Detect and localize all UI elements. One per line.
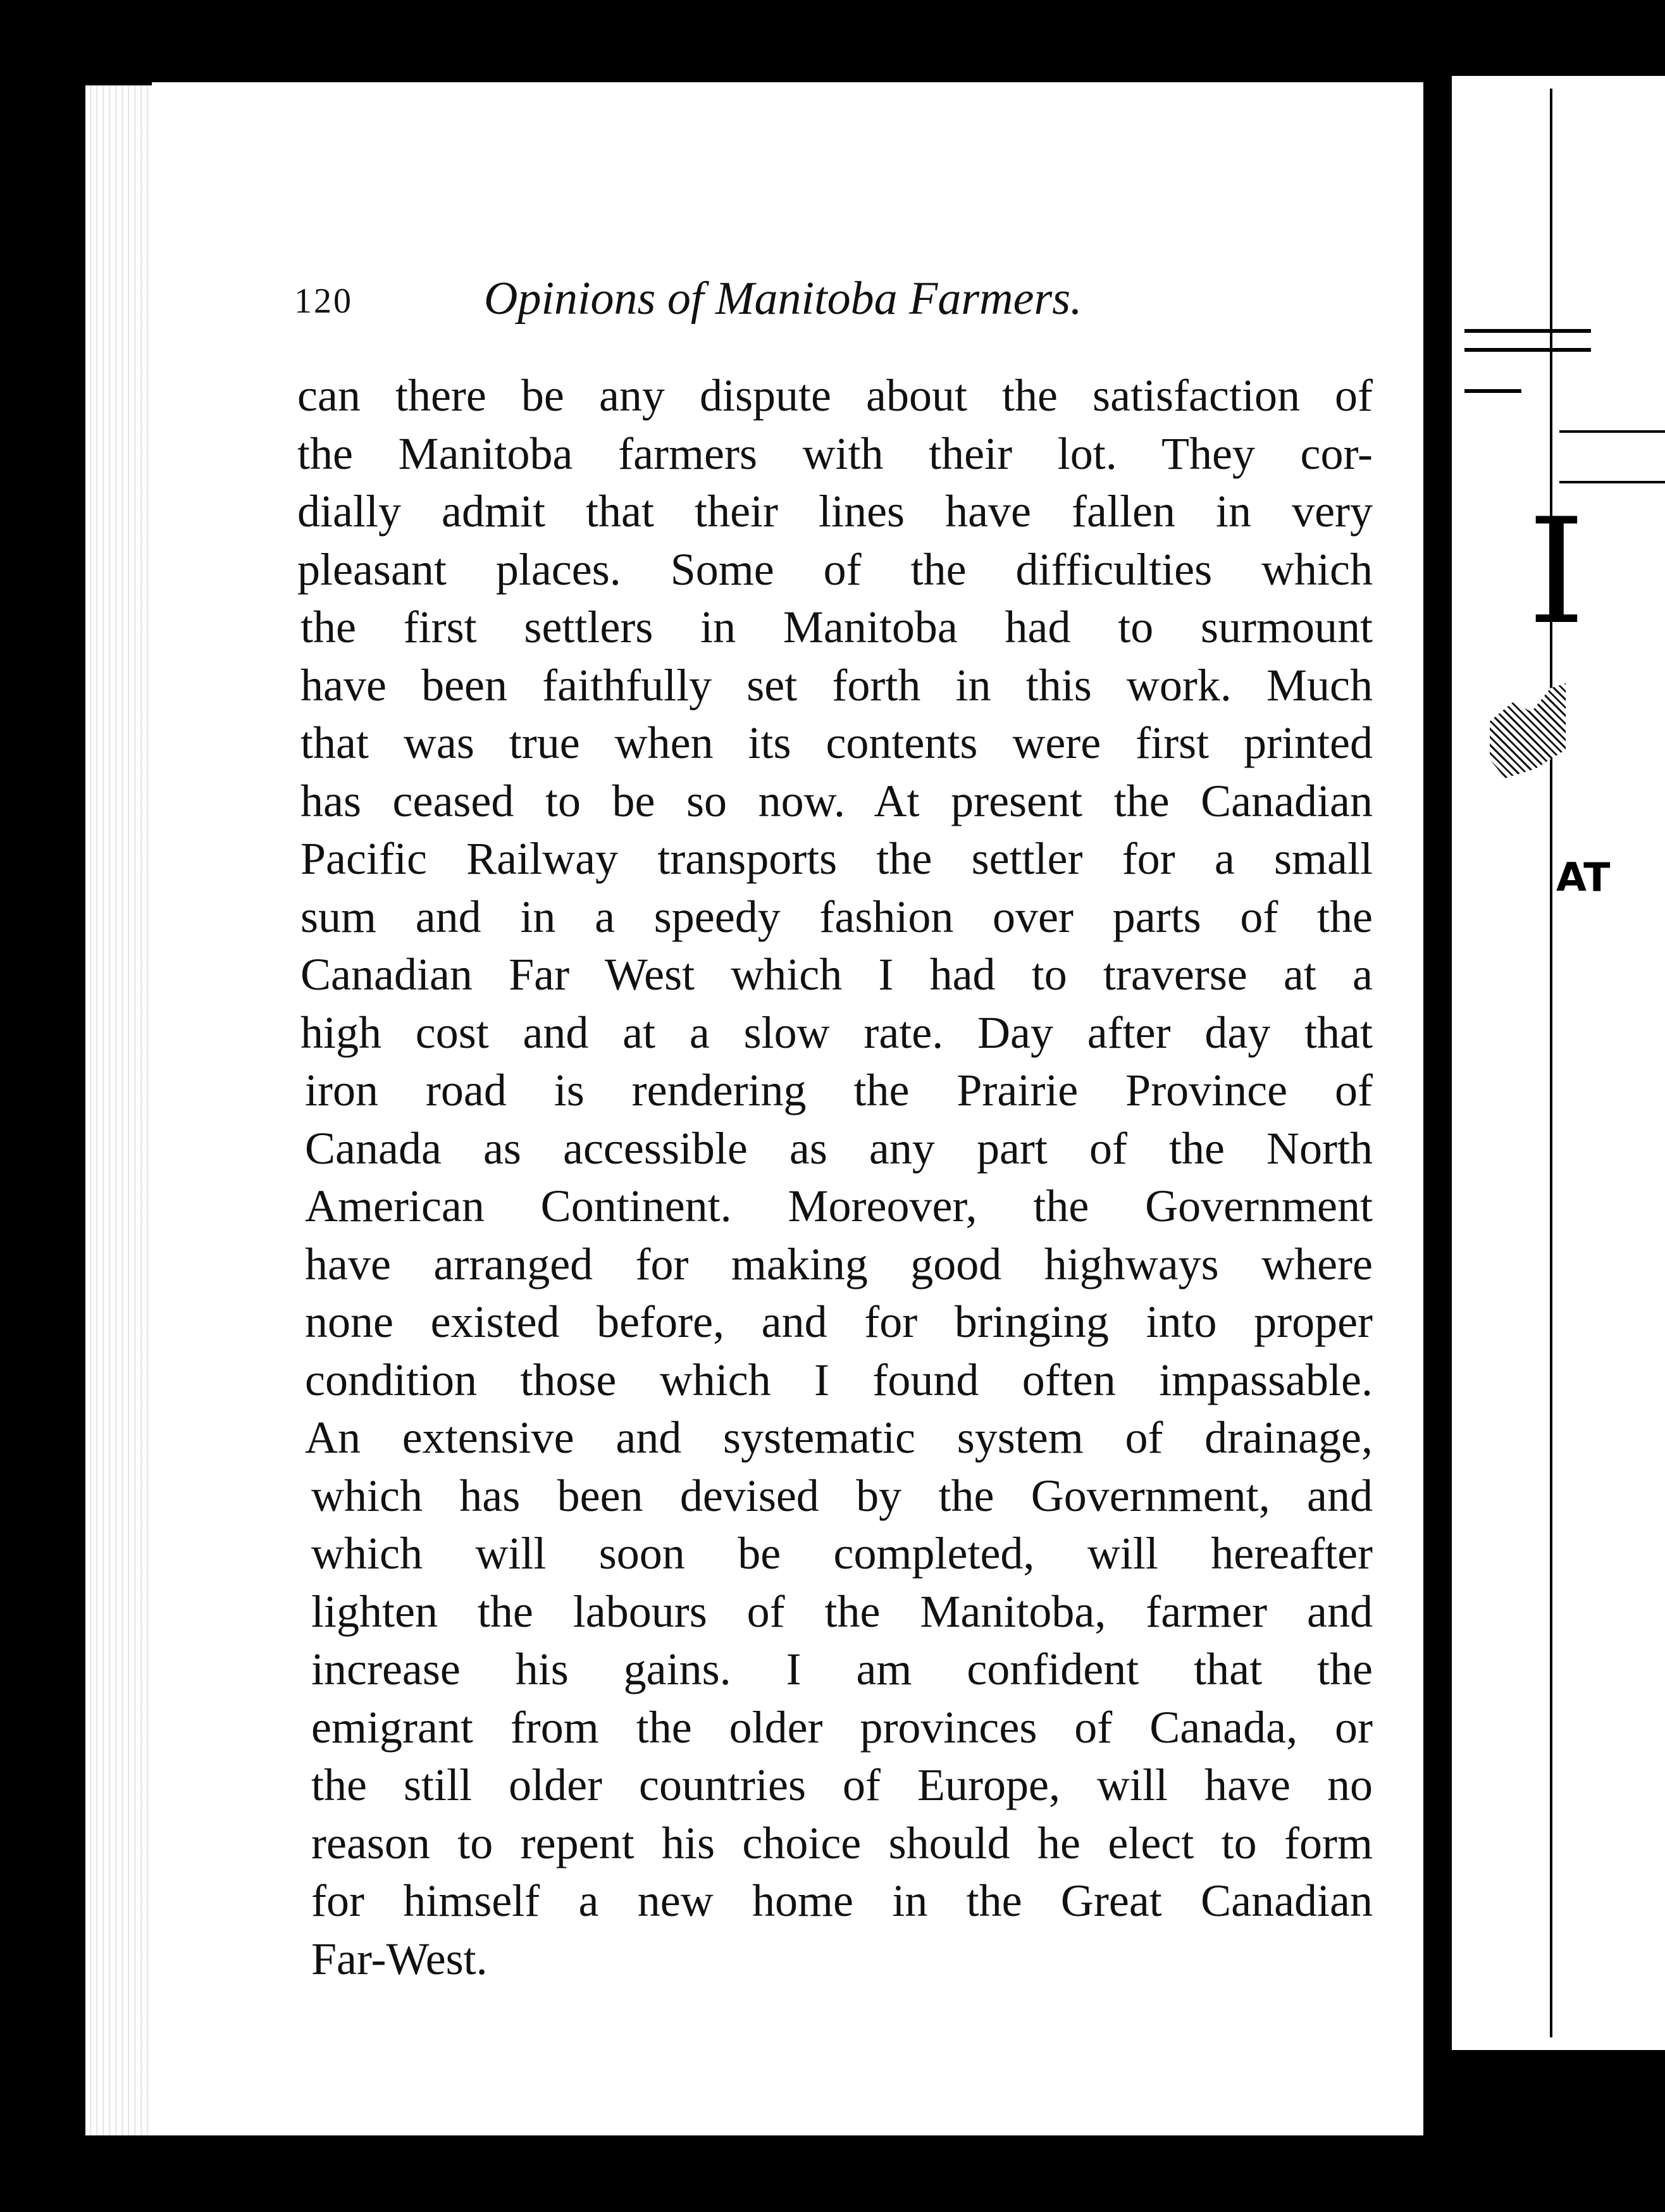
rule-line bbox=[1559, 481, 1665, 483]
text-line: which will soon be completed, will hereafter bbox=[311, 1528, 1373, 1579]
text-line: dially admit that their lines have fallen in very bbox=[297, 486, 1373, 537]
spine-mark: JOC bbox=[14, 962, 95, 1117]
page-header bbox=[294, 272, 1167, 329]
text-line: for himself a new home in the Great Canadian bbox=[311, 1875, 1373, 1926]
running-title: Opinions of Manitoba Farmers. bbox=[484, 273, 1082, 325]
rule-line bbox=[1559, 430, 1665, 433]
text-line: sum and in a speedy fashion over parts of the bbox=[300, 891, 1373, 942]
text-line: none existed before, and for bringing into proper bbox=[305, 1296, 1373, 1347]
text-line: reason to repent his choice should he elect to form bbox=[311, 1817, 1373, 1868]
text-line: have been faithfully set forth in this work. Much bbox=[300, 659, 1373, 711]
text-line: Canadian Far West which I had to traverse at a bbox=[300, 949, 1373, 1000]
text-line: has ceased to be so now. At present the Canadian bbox=[300, 775, 1373, 826]
text-line: An extensive and systematic system of drainage, bbox=[305, 1412, 1373, 1463]
page-number: 120 bbox=[294, 282, 353, 321]
text-line: can there be any dispute about the satisfaction of bbox=[297, 370, 1373, 421]
text-line: pleasant places. Some of the difficulties which bbox=[297, 544, 1373, 595]
text-line: have arranged for making good highways where bbox=[305, 1238, 1373, 1289]
text-line: condition those which I found often impassable. bbox=[305, 1354, 1373, 1405]
small-letter-fragment: AT bbox=[1556, 854, 1611, 900]
text-line: the Manitoba farmers with their lot. They cor- bbox=[297, 428, 1373, 479]
text-line: high cost and at a slow rate. Day after day that bbox=[300, 1007, 1373, 1058]
adjacent-page-fragment bbox=[1452, 76, 1665, 2050]
text-line: the still older countries of Europe, will have no bbox=[311, 1760, 1373, 1810]
rule-line bbox=[1464, 389, 1521, 393]
frame-line bbox=[1550, 89, 1552, 2037]
book-gutter bbox=[1423, 76, 1452, 2139]
text-line: Far-West. bbox=[311, 1933, 488, 1984]
text-line: emigrant from the older provinces of Canada, or bbox=[311, 1701, 1373, 1753]
text-line: the first settlers in Manitoba had to surmount bbox=[300, 602, 1373, 652]
text-line: which has been devised by the Government, and bbox=[311, 1470, 1373, 1521]
text-line: that was true when its contents were first printed bbox=[300, 718, 1373, 768]
text-line: Pacific Railway transports the settler for a small bbox=[300, 833, 1373, 884]
large-letter-fragment: I bbox=[1528, 488, 1585, 657]
text-line: American Continent. Moreover, the Government bbox=[305, 1181, 1373, 1231]
text-line: increase his gains. I am confident that the bbox=[311, 1644, 1373, 1694]
page-stack-edge bbox=[85, 85, 155, 2135]
text-line: iron road is rendering the Prairie Province of bbox=[305, 1065, 1373, 1115]
map-fragment bbox=[1490, 683, 1566, 778]
rule-line bbox=[1464, 329, 1591, 333]
text-line: lighten the labours of the Manitoba, farmer and bbox=[311, 1586, 1373, 1637]
text-line: Canada as accessible as any part of the North bbox=[305, 1122, 1373, 1174]
rule-line bbox=[1464, 348, 1591, 352]
body-text bbox=[297, 367, 1373, 1988]
